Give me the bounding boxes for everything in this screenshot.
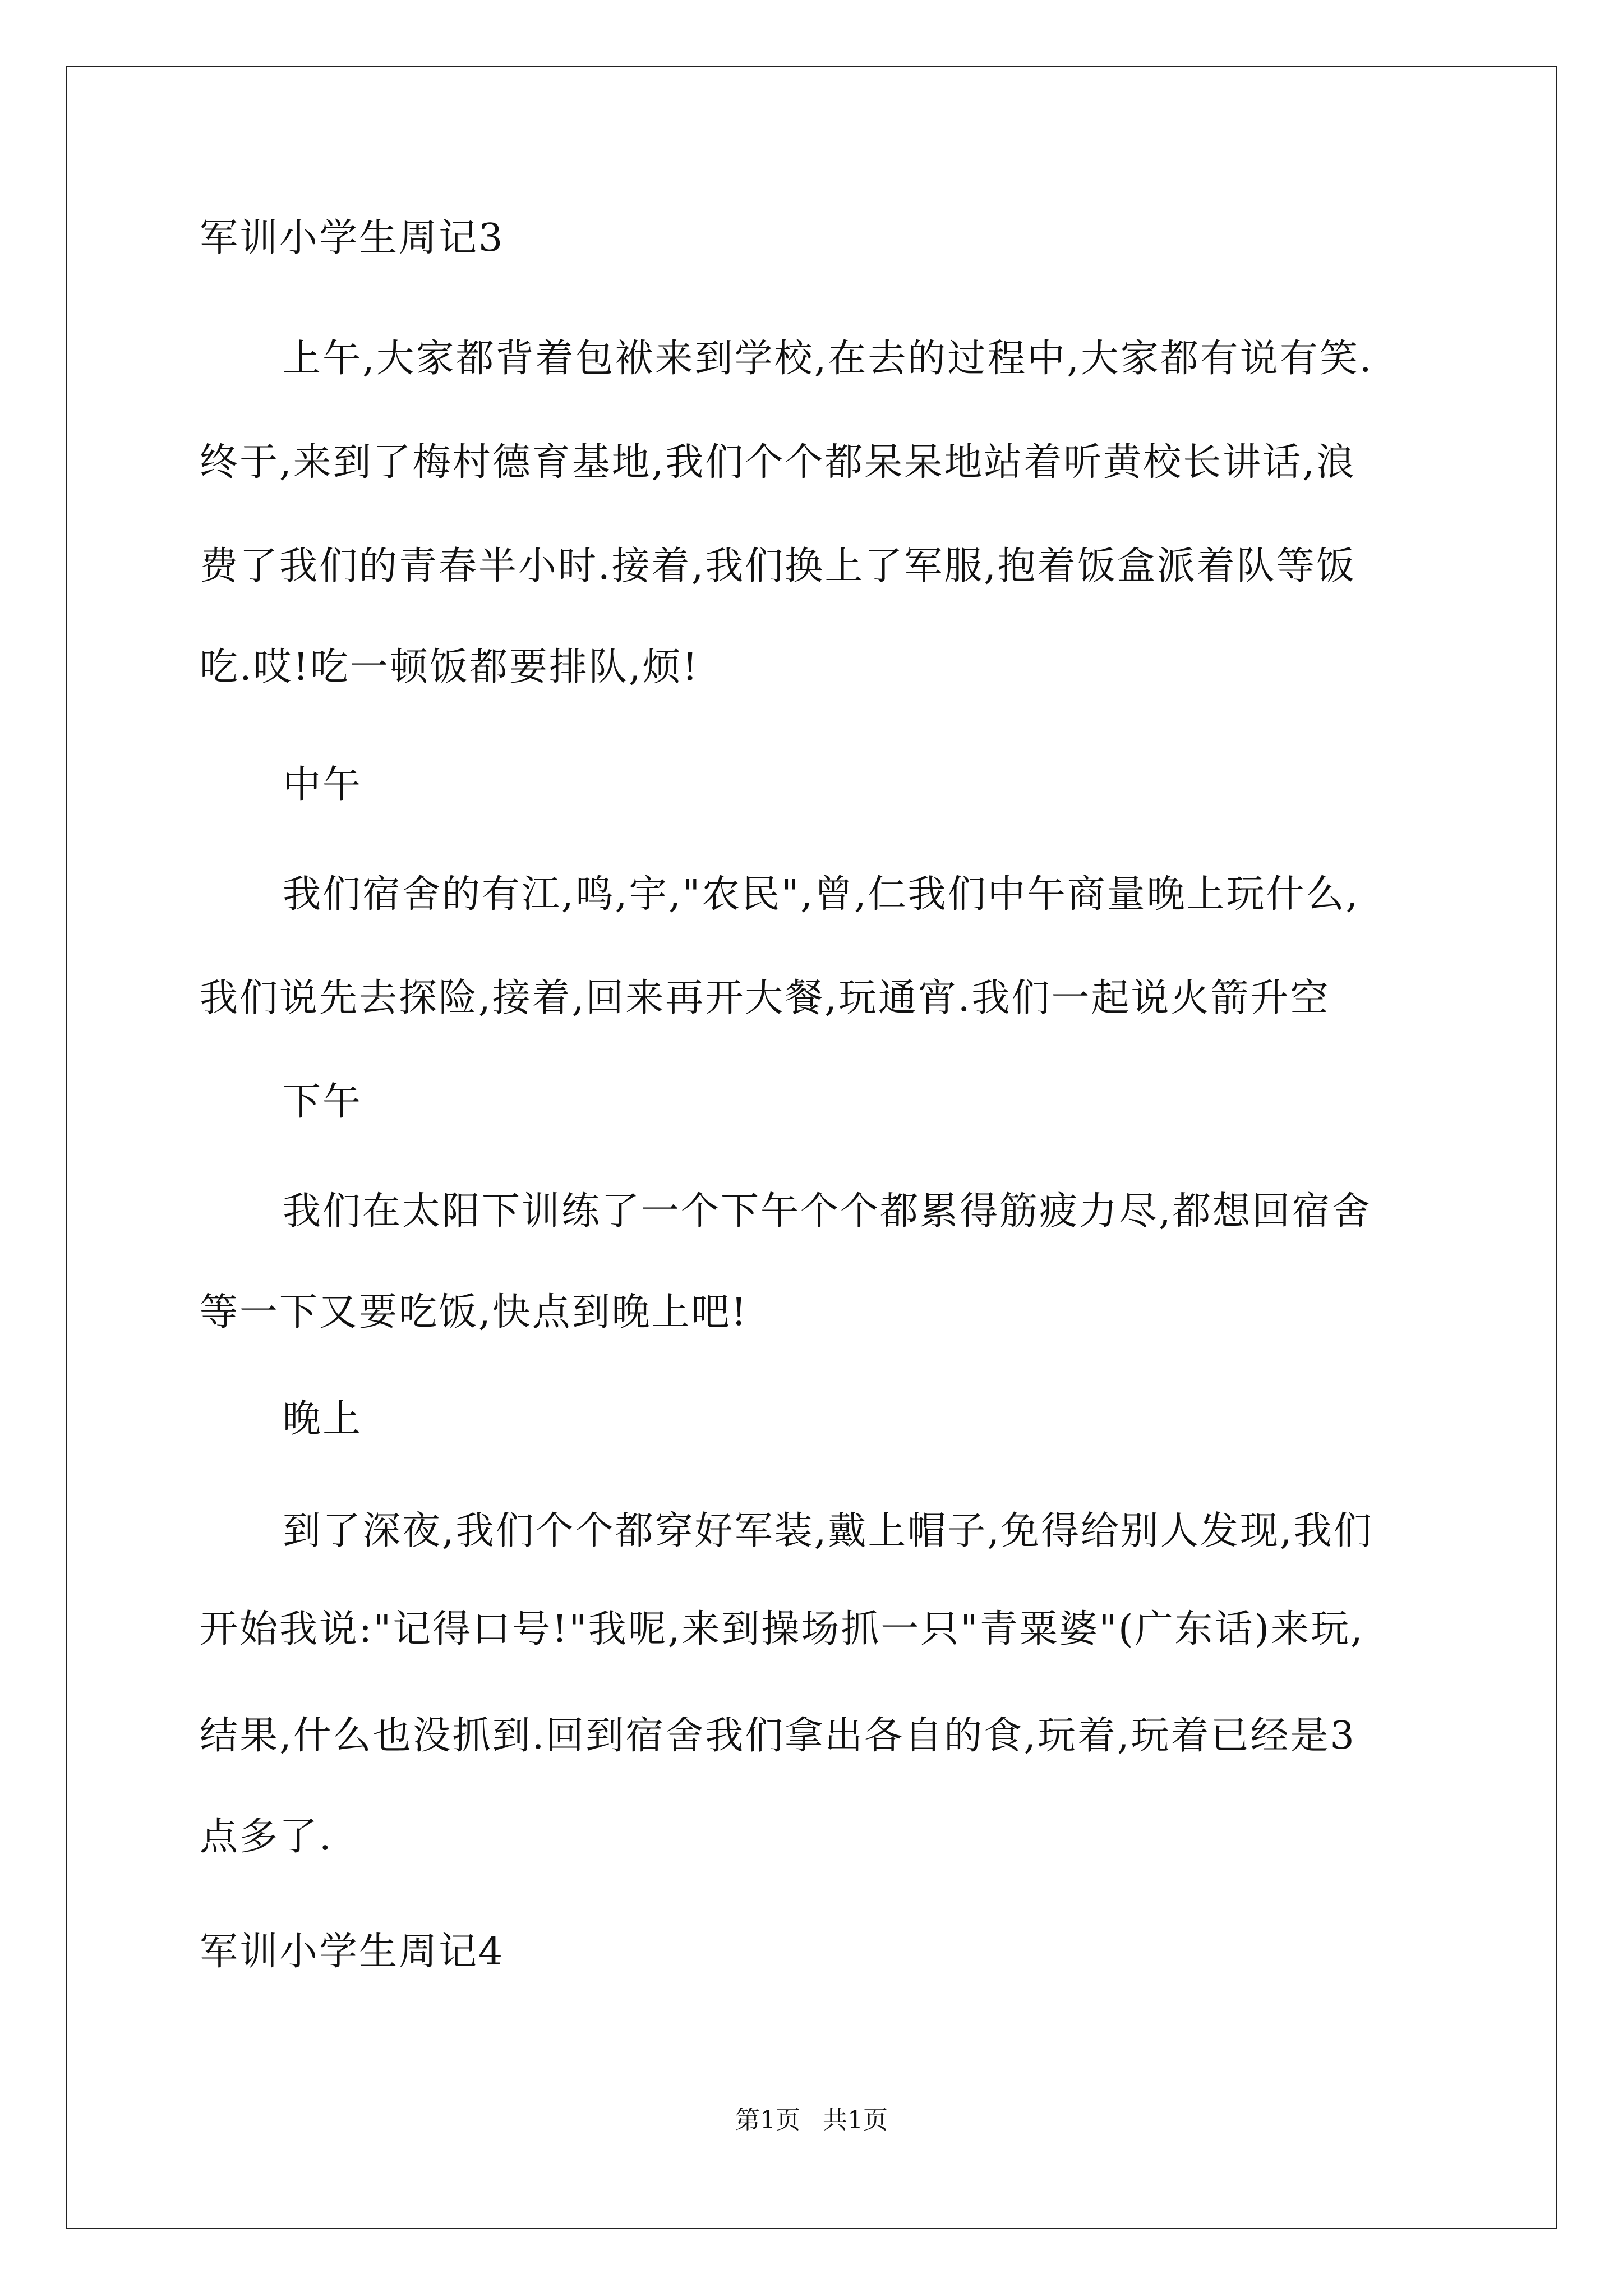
- paragraph-line: 等一下又要吃饭,快点到晚上吧!: [200, 1290, 748, 1335]
- paragraph-line: 我们在太阳下训练了一个下午个个都累得筋疲力尽,都想回宿舍: [283, 1189, 1372, 1234]
- paragraph-line: 终于,来到了梅村德育基地,我们个个都呆呆地站着听黄校长讲话,浪: [200, 440, 1356, 485]
- paragraph-line: 到了深夜,我们个个都穿好军装,戴上帽子,免得给别人发现,我们: [283, 1509, 1373, 1553]
- section-label-noon: 中午: [283, 763, 363, 807]
- section-label-evening: 晚上: [283, 1397, 363, 1441]
- paragraph-line: 费了我们的青春半小时.接着,我们换上了军服,抱着饭盒派着队等饭: [200, 544, 1356, 588]
- section-label-afternoon: 下午: [283, 1080, 363, 1124]
- heading-weekly-3: 军训小学生周记3: [200, 216, 505, 260]
- page-number-total: 共1页: [823, 2106, 888, 2134]
- page-border: [66, 66, 1557, 2229]
- paragraph-line: 我们说先去探险,接着,回来再开大餐,玩通宵.我们一起说火箭升空: [200, 976, 1330, 1020]
- paragraph-line: 我们宿舍的有江,鸣,宇,"农民",曾,仁我们中午商量晚上玩什么,: [283, 872, 1360, 917]
- paragraph-line: 吃.哎!吃一顿饭都要排队,烦!: [200, 645, 699, 689]
- paragraph-line: 上午,大家都背着包袱来到学校,在去的过程中,大家都有说有笑.: [283, 337, 1373, 381]
- heading-weekly-4: 军训小学生周记4: [200, 1930, 505, 1974]
- page-footer: [0, 2106, 1623, 2134]
- paragraph-line: 结果,什么也没抓到.回到宿舍我们拿出各自的食,玩着,玩着已经是3: [200, 1714, 1356, 1758]
- page-number-current: 第1页: [735, 2106, 800, 2134]
- paragraph-line: 开始我说:"记得口号!"我呢,来到操场抓一只"青粟婆"(广东话)来玩,: [200, 1607, 1364, 1651]
- paragraph-line: 点多了.: [200, 1815, 333, 1859]
